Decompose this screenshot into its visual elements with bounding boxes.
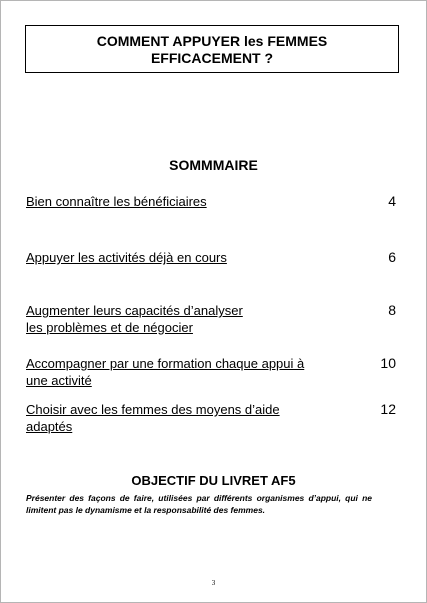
toc-item-capacites[interactable] <box>26 302 400 336</box>
toc-item-label-line[interactable]: Choisir avec les femmes des moyens d’aide <box>26 402 280 417</box>
toc-item-page: 6 <box>388 249 396 265</box>
toc-item-label[interactable] <box>26 355 346 389</box>
title-line-2: EFFICACEMENT ? <box>150 50 274 66</box>
toc-item-label[interactable] <box>26 401 346 435</box>
page-number: 3 <box>211 579 216 587</box>
toc-item-label-line[interactable]: Accompagner par une formation chaque appui à <box>26 356 305 371</box>
toc-item-label-line[interactable]: Augmenter leurs capacités d’analyser <box>26 303 243 318</box>
toc-item-moyens[interactable] <box>26 401 400 435</box>
toc-item-label-line[interactable]: Appuyer les activités déjà en cours <box>26 250 227 265</box>
toc-item-label[interactable] <box>26 193 346 210</box>
toc-item-label-line[interactable]: une activité <box>26 373 92 388</box>
toc-item-label-line[interactable]: adaptés <box>26 419 73 434</box>
title-line-1: COMMENT APPUYER les FEMMES <box>96 33 328 49</box>
toc-item-page: 12 <box>380 401 396 417</box>
toc-heading: SOMMMAIRE <box>169 157 258 173</box>
toc-item-beneficiaires[interactable] <box>26 193 400 210</box>
toc-item-label-line[interactable]: Bien connaître les bénéficiaires <box>26 194 207 209</box>
toc-item-formation[interactable] <box>26 355 400 389</box>
toc-item-page: 8 <box>388 302 396 318</box>
toc-item-page: 4 <box>388 193 396 209</box>
toc-item-page: 10 <box>380 355 396 371</box>
toc-item-label[interactable] <box>26 249 346 266</box>
toc-item-label[interactable] <box>26 302 346 336</box>
toc-item-activites[interactable] <box>26 249 400 266</box>
toc-item-label-line[interactable]: les problèmes et de négocier <box>26 320 193 335</box>
title-box <box>25 25 399 73</box>
objective-heading: OBJECTIF DU LIVRET AF5 <box>131 473 296 488</box>
objective-text: Présenter des façons de faire, utilisées par différents organismes d’appui, qui ne limitent pas le dynamisme et la responsabilité des femmes. <box>26 493 372 515</box>
